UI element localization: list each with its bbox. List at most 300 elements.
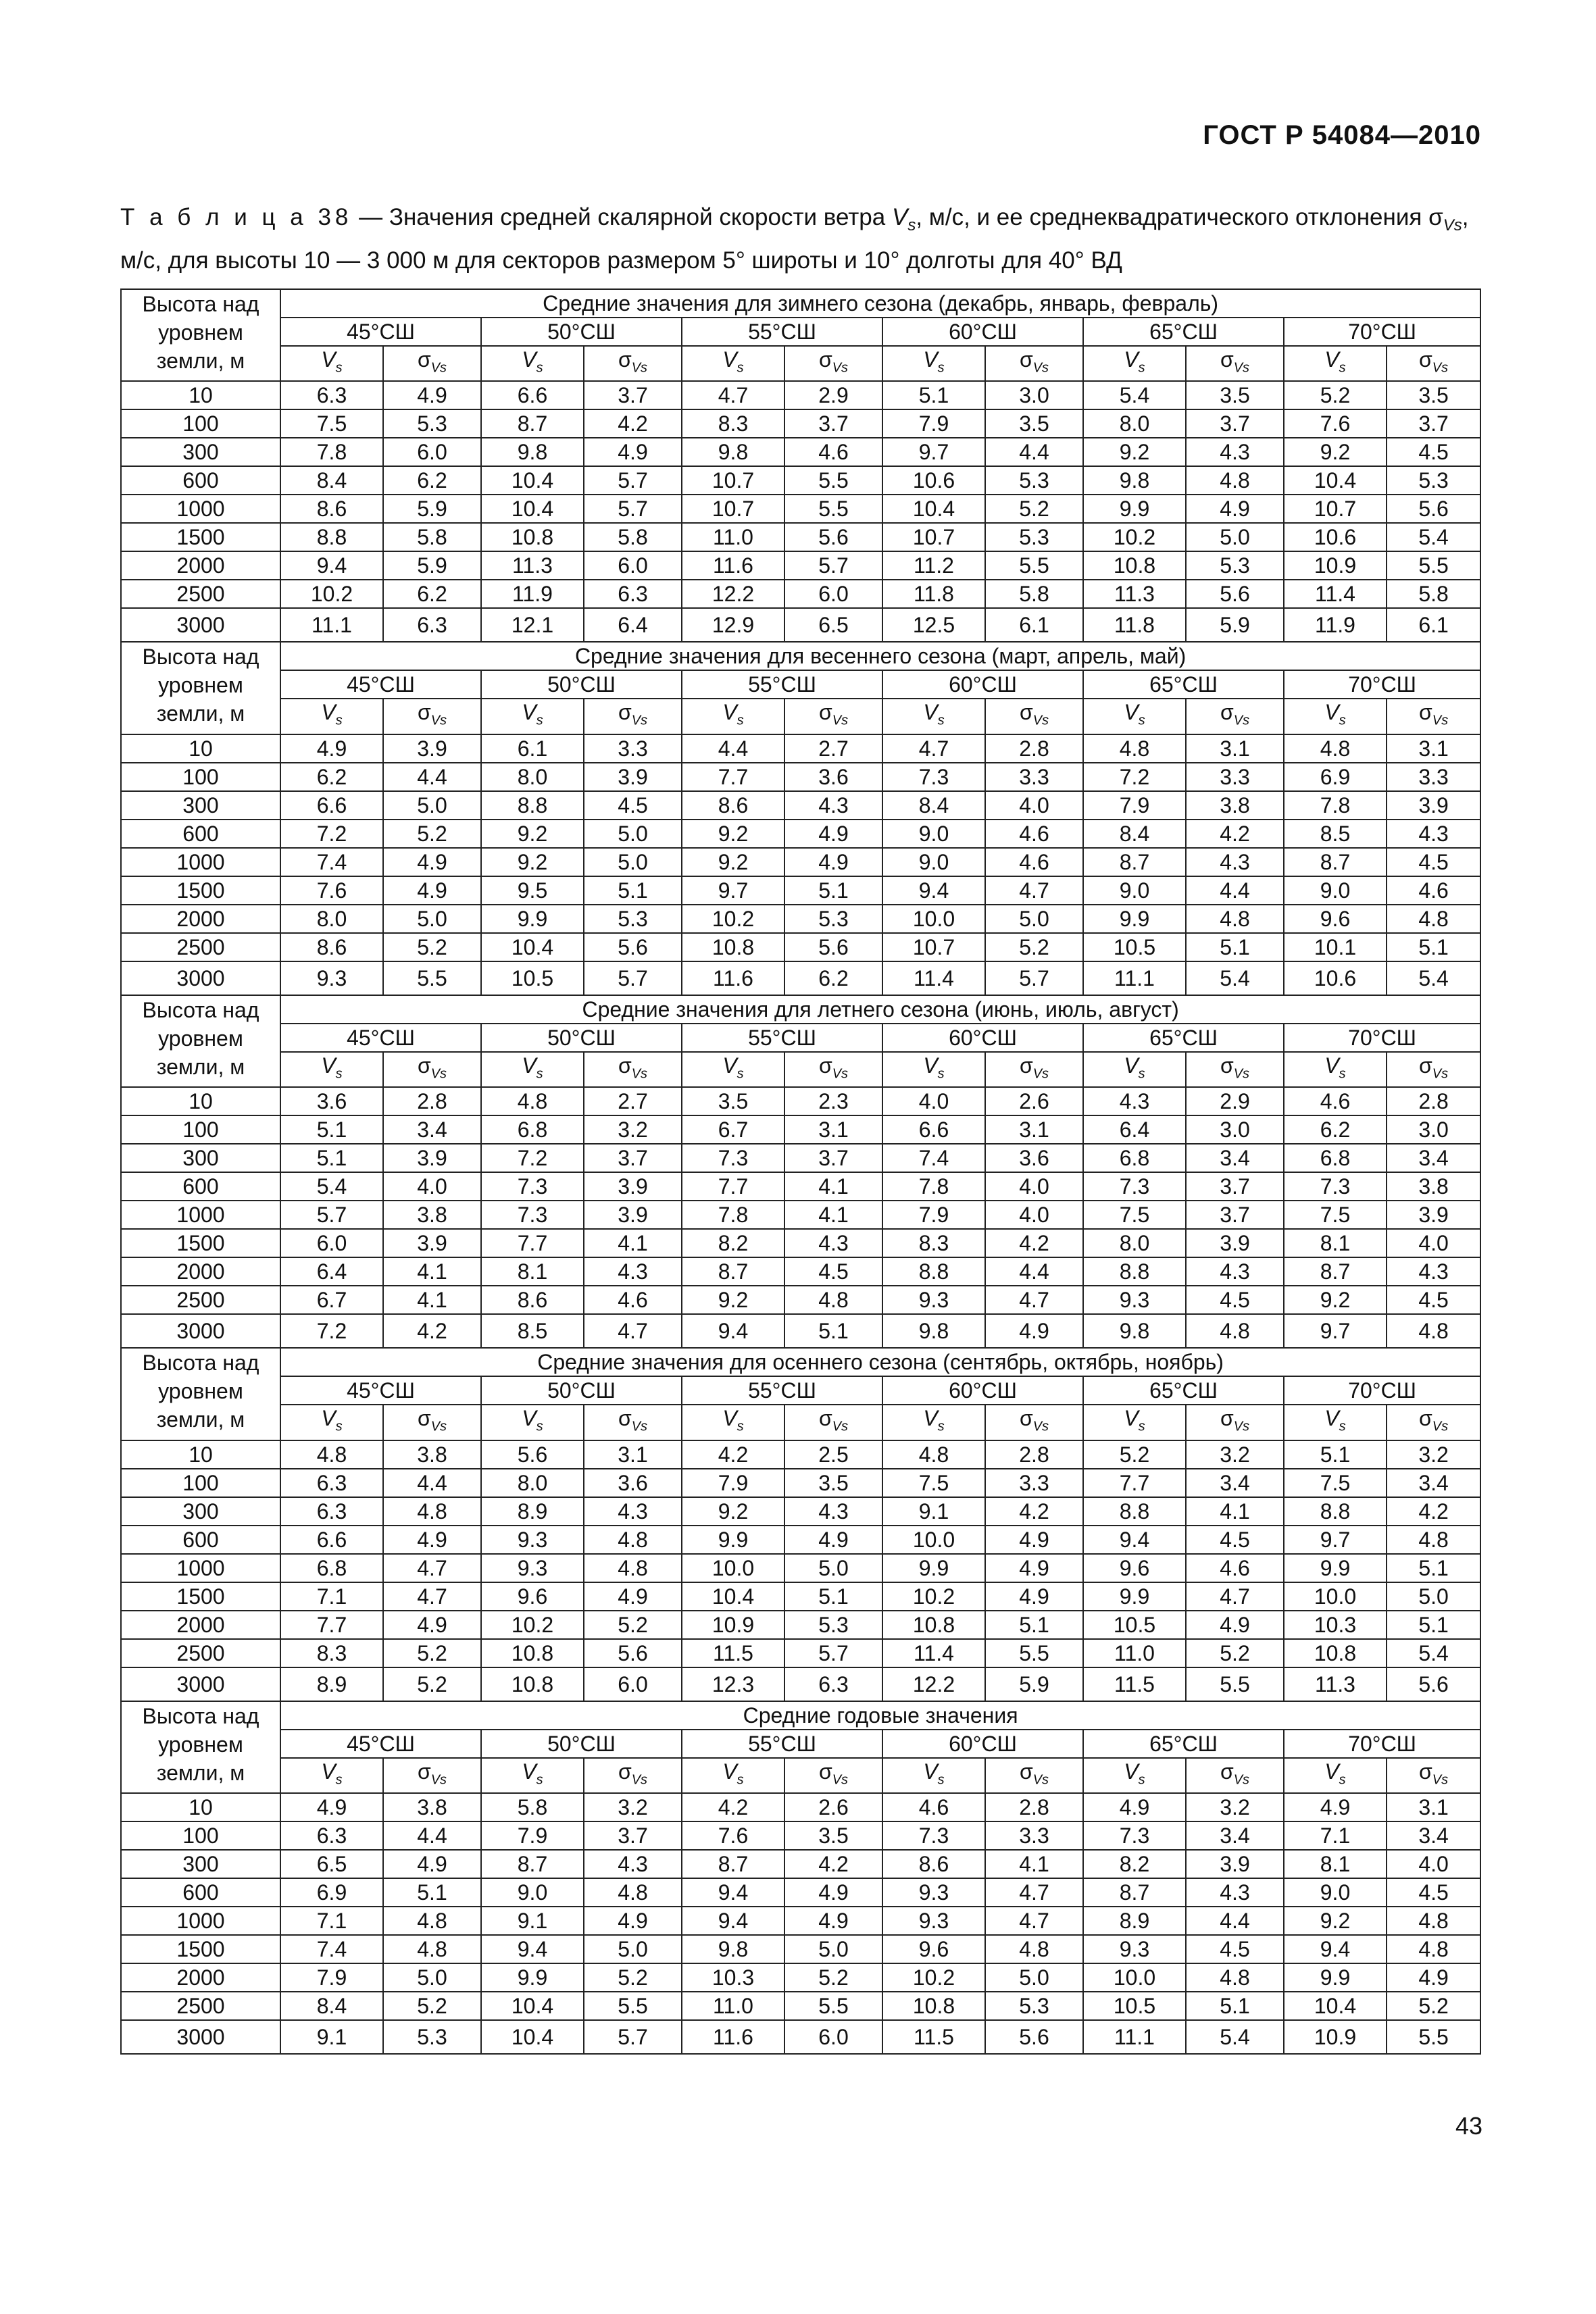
vs-value-cell: 3.5 xyxy=(682,1087,784,1115)
latitude-header: 65°СШ xyxy=(1083,1024,1284,1052)
sigma-value-cell: 5.0 xyxy=(1387,1582,1480,1611)
vs-value-cell: 6.6 xyxy=(882,1115,985,1144)
sigma-value-cell: 4.2 xyxy=(1186,820,1284,848)
height-cell: 300 xyxy=(121,1144,280,1172)
data-row xyxy=(121,409,1480,438)
data-row xyxy=(121,1497,1480,1526)
vs-value-cell: 7.3 xyxy=(882,1821,985,1850)
data-row xyxy=(121,933,1480,961)
height-cell: 300 xyxy=(121,438,280,466)
sigma-value-cell: 4.4 xyxy=(383,1821,481,1850)
sigma-value-cell: 4.9 xyxy=(784,848,882,876)
sigma-value-cell: 5.7 xyxy=(584,495,682,523)
sigma-value-cell: 6.0 xyxy=(784,580,882,608)
sigma-value-cell: 5.5 xyxy=(1387,2020,1480,2054)
sigma-value-cell: 5.1 xyxy=(1387,933,1480,961)
vs-value-cell: 9.8 xyxy=(682,1935,784,1963)
height-cell: 2500 xyxy=(121,1286,280,1314)
sigma-value-cell: 3.9 xyxy=(584,763,682,791)
vs-value-cell: 10.8 xyxy=(481,1667,584,1701)
sigma-value-cell: 3.5 xyxy=(985,409,1083,438)
vs-value-cell: 6.3 xyxy=(280,381,383,409)
season-title: Средние значения для зимнего сезона (декабрь, январь, февраль) xyxy=(280,289,1480,318)
sigma-value-cell: 4.3 xyxy=(1186,848,1284,876)
height-cell: 1500 xyxy=(121,876,280,905)
vs-value-cell: 4.2 xyxy=(682,1793,784,1821)
symbol-row xyxy=(121,346,1480,381)
vs-value-cell: 9.3 xyxy=(1083,1935,1186,1963)
height-cell: 1000 xyxy=(121,1201,280,1229)
vs-value-cell: 7.6 xyxy=(1284,409,1387,438)
sigma-value-cell: 3.7 xyxy=(1186,1172,1284,1201)
vs-value-cell: 10.4 xyxy=(882,495,985,523)
latitude-header: 60°СШ xyxy=(882,1376,1083,1405)
section-title-row xyxy=(121,642,1480,670)
data-row xyxy=(121,466,1480,495)
sigma-value-cell: 5.1 xyxy=(784,1582,882,1611)
vs-value-cell: 5.2 xyxy=(1083,1440,1186,1469)
vs-value-cell: 9.9 xyxy=(682,1526,784,1554)
vs-value-cell: 6.8 xyxy=(1083,1144,1186,1172)
sigma-value-cell: 3.4 xyxy=(1186,1144,1284,1172)
sigma-value-cell: 4.0 xyxy=(985,1172,1083,1201)
sigma-value-cell: 3.1 xyxy=(584,1440,682,1469)
vs-value-cell: 10.4 xyxy=(1284,466,1387,495)
caption-vs-symbol: $V_s$ xyxy=(891,204,916,234)
vs-value-cell: 9.3 xyxy=(280,961,383,995)
vs-value-cell: 7.5 xyxy=(882,1469,985,1497)
caption-text-1: — Значения средней скалярной скорости ветра xyxy=(352,204,892,230)
sigma-value-cell: 2.8 xyxy=(985,734,1083,763)
vs-value-cell: 6.6 xyxy=(280,1526,383,1554)
vs-value-cell: 10.0 xyxy=(1083,1963,1186,1992)
vs-value-cell: 9.0 xyxy=(882,820,985,848)
data-row xyxy=(121,763,1480,791)
vs-value-cell: 10.2 xyxy=(882,1582,985,1611)
vs-value-cell: 10.4 xyxy=(481,933,584,961)
data-row xyxy=(121,1992,1480,2020)
sigma-value-cell: 2.6 xyxy=(985,1087,1083,1115)
sigma-value-cell: 3.8 xyxy=(1387,1172,1480,1201)
sigma-value-cell: 5.1 xyxy=(1387,1611,1480,1639)
height-cell: 1500 xyxy=(121,1582,280,1611)
height-cell: 2000 xyxy=(121,905,280,933)
vs-value-cell: 8.9 xyxy=(1083,1907,1186,1935)
vs-symbol-header: $V_s$ xyxy=(682,1052,784,1087)
sigma-value-cell: 4.3 xyxy=(1387,1257,1480,1286)
vs-value-cell: 10.8 xyxy=(682,933,784,961)
vs-value-cell: 10.0 xyxy=(1284,1582,1387,1611)
vs-value-cell: 8.6 xyxy=(682,791,784,820)
sigma-value-cell: 5.6 xyxy=(985,2020,1083,2054)
data-row xyxy=(121,1667,1480,1701)
sigma-value-cell: 5.2 xyxy=(985,495,1083,523)
sigma-value-cell: 5.6 xyxy=(1387,495,1480,523)
sigma-value-cell: 4.7 xyxy=(1186,1582,1284,1611)
sigma-value-cell: 6.0 xyxy=(383,438,481,466)
vs-value-cell: 8.4 xyxy=(1083,820,1186,848)
sigma-value-cell: 4.2 xyxy=(784,1850,882,1878)
vs-value-cell: 8.3 xyxy=(682,409,784,438)
sigma-value-cell: 4.2 xyxy=(1387,1497,1480,1526)
vs-value-cell: 10.5 xyxy=(1083,1992,1186,2020)
vs-value-cell: 9.4 xyxy=(1284,1935,1387,1963)
vs-value-cell: 9.6 xyxy=(1083,1554,1186,1582)
latitude-header: 60°СШ xyxy=(882,670,1083,699)
vs-value-cell: 7.3 xyxy=(682,1144,784,1172)
sigma-symbol-header: $\sigma_{Vs}$ xyxy=(1186,699,1284,734)
vs-value-cell: 6.2 xyxy=(280,763,383,791)
sigma-value-cell: 3.1 xyxy=(985,1115,1083,1144)
sigma-symbol-header: $\sigma_{Vs}$ xyxy=(383,346,481,381)
vs-value-cell: 9.2 xyxy=(1284,1286,1387,1314)
vs-value-cell: 10.4 xyxy=(481,495,584,523)
vs-value-cell: 11.9 xyxy=(481,580,584,608)
sigma-value-cell: 3.1 xyxy=(1387,734,1480,763)
sigma-value-cell: 4.9 xyxy=(383,381,481,409)
vs-symbol-header: $V_s$ xyxy=(1083,699,1186,734)
sigma-value-cell: 5.3 xyxy=(985,523,1083,551)
vs-value-cell: 11.1 xyxy=(1083,2020,1186,2054)
sigma-value-cell: 6.1 xyxy=(985,608,1083,642)
sigma-value-cell: 3.5 xyxy=(784,1821,882,1850)
vs-value-cell: 4.3 xyxy=(1083,1087,1186,1115)
sigma-value-cell: 5.3 xyxy=(584,905,682,933)
sigma-value-cell: 3.2 xyxy=(584,1793,682,1821)
vs-value-cell: 8.6 xyxy=(280,933,383,961)
sigma-symbol-header: $\sigma_{Vs}$ xyxy=(1387,699,1480,734)
vs-value-cell: 8.7 xyxy=(1284,848,1387,876)
vs-value-cell: 9.8 xyxy=(1083,1314,1186,1348)
sigma-value-cell: 4.3 xyxy=(584,1850,682,1878)
latitude-header: 65°СШ xyxy=(1083,1376,1284,1405)
sigma-value-cell: 3.9 xyxy=(1387,791,1480,820)
data-row xyxy=(121,905,1480,933)
vs-value-cell: 7.3 xyxy=(1284,1172,1387,1201)
data-row xyxy=(121,1144,1480,1172)
sigma-value-cell: 5.9 xyxy=(1186,608,1284,642)
vs-symbol-header: $V_s$ xyxy=(280,1052,383,1087)
data-row xyxy=(121,1611,1480,1639)
vs-value-cell: 8.9 xyxy=(280,1667,383,1701)
vs-value-cell: 10.3 xyxy=(682,1963,784,1992)
latitude-header: 45°СШ xyxy=(280,670,481,699)
vs-value-cell: 9.3 xyxy=(882,1878,985,1907)
sigma-symbol-header: $\sigma_{Vs}$ xyxy=(1186,1052,1284,1087)
height-cell: 300 xyxy=(121,1850,280,1878)
vs-value-cell: 4.8 xyxy=(1083,734,1186,763)
sigma-symbol-header: $\sigma_{Vs}$ xyxy=(1186,1405,1284,1440)
vs-value-cell: 10.5 xyxy=(1083,1611,1186,1639)
season-title: Средние значения для весеннего сезона (март, апрель, май) xyxy=(280,642,1480,670)
data-row xyxy=(121,1201,1480,1229)
sigma-value-cell: 5.6 xyxy=(1186,580,1284,608)
sigma-value-cell: 5.3 xyxy=(1387,466,1480,495)
vs-symbol-header: $V_s$ xyxy=(280,1758,383,1793)
vs-value-cell: 6.4 xyxy=(280,1257,383,1286)
sigma-value-cell: 5.4 xyxy=(1186,961,1284,995)
symbol-row xyxy=(121,1405,1480,1440)
vs-value-cell: 7.4 xyxy=(882,1144,985,1172)
sigma-symbol-header: $\sigma_{Vs}$ xyxy=(584,699,682,734)
season-title: Средние годовые значения xyxy=(280,1701,1480,1730)
sigma-value-cell: 3.8 xyxy=(383,1793,481,1821)
height-cell: 10 xyxy=(121,381,280,409)
vs-value-cell: 11.6 xyxy=(682,961,784,995)
vs-value-cell: 9.0 xyxy=(1083,876,1186,905)
data-row xyxy=(121,1582,1480,1611)
vs-value-cell: 9.8 xyxy=(682,438,784,466)
sigma-value-cell: 4.5 xyxy=(784,1257,882,1286)
latitude-header: 55°СШ xyxy=(682,670,882,699)
vs-value-cell: 10.7 xyxy=(882,523,985,551)
sigma-value-cell: 3.5 xyxy=(1186,381,1284,409)
sigma-value-cell: 2.8 xyxy=(383,1087,481,1115)
vs-symbol-header: $V_s$ xyxy=(280,1405,383,1440)
sigma-value-cell: 3.0 xyxy=(985,381,1083,409)
sigma-value-cell: 5.3 xyxy=(985,466,1083,495)
sigma-value-cell: 2.8 xyxy=(985,1793,1083,1821)
sigma-value-cell: 3.3 xyxy=(1387,763,1480,791)
sigma-value-cell: 6.2 xyxy=(784,961,882,995)
vs-value-cell: 10.0 xyxy=(882,1526,985,1554)
vs-value-cell: 9.3 xyxy=(1083,1286,1186,1314)
sigma-symbol-header: $\sigma_{Vs}$ xyxy=(584,1052,682,1087)
sigma-symbol-header: $\sigma_{Vs}$ xyxy=(1387,1758,1480,1793)
sigma-value-cell: 4.2 xyxy=(584,409,682,438)
vs-value-cell: 11.3 xyxy=(1083,580,1186,608)
sigma-value-cell: 5.0 xyxy=(584,848,682,876)
sigma-value-cell: 3.5 xyxy=(1387,381,1480,409)
symbol-row xyxy=(121,1052,1480,1087)
sigma-value-cell: 4.1 xyxy=(784,1201,882,1229)
sigma-value-cell: 3.3 xyxy=(1186,763,1284,791)
sigma-value-cell: 5.3 xyxy=(985,1992,1083,2020)
vs-value-cell: 7.9 xyxy=(280,1963,383,1992)
sigma-value-cell: 3.3 xyxy=(985,1821,1083,1850)
sigma-value-cell: 4.9 xyxy=(383,1850,481,1878)
sigma-value-cell: 2.9 xyxy=(1186,1087,1284,1115)
vs-value-cell: 8.4 xyxy=(280,1992,383,2020)
height-cell: 1000 xyxy=(121,495,280,523)
latitude-row xyxy=(121,1730,1480,1758)
vs-symbol-header: $V_s$ xyxy=(481,1758,584,1793)
sigma-value-cell: 5.3 xyxy=(383,2020,481,2054)
vs-value-cell: 7.9 xyxy=(882,1201,985,1229)
sigma-value-cell: 3.2 xyxy=(584,1115,682,1144)
vs-value-cell: 9.0 xyxy=(882,848,985,876)
vs-value-cell: 8.6 xyxy=(882,1850,985,1878)
sigma-value-cell: 6.0 xyxy=(584,1667,682,1701)
sigma-value-cell: 4.5 xyxy=(1387,1878,1480,1907)
vs-value-cell: 8.7 xyxy=(682,1257,784,1286)
vs-value-cell: 7.8 xyxy=(1284,791,1387,820)
vs-value-cell: 8.2 xyxy=(1083,1850,1186,1878)
vs-value-cell: 8.5 xyxy=(481,1314,584,1348)
sigma-value-cell: 5.4 xyxy=(1186,2020,1284,2054)
sigma-value-cell: 5.2 xyxy=(584,1963,682,1992)
sigma-value-cell: 5.9 xyxy=(383,495,481,523)
vs-value-cell: 10.4 xyxy=(1284,1992,1387,2020)
sigma-value-cell: 4.8 xyxy=(383,1935,481,1963)
vs-value-cell: 8.8 xyxy=(481,791,584,820)
sigma-symbol-header: $\sigma_{Vs}$ xyxy=(784,1052,882,1087)
vs-value-cell: 9.4 xyxy=(882,876,985,905)
vs-value-cell: 9.7 xyxy=(882,438,985,466)
sigma-value-cell: 5.8 xyxy=(1387,580,1480,608)
vs-value-cell: 7.7 xyxy=(682,763,784,791)
vs-value-cell: 7.1 xyxy=(280,1582,383,1611)
height-cell: 1000 xyxy=(121,1554,280,1582)
section-title-row xyxy=(121,1701,1480,1730)
sigma-value-cell: 4.1 xyxy=(383,1257,481,1286)
vs-value-cell: 11.1 xyxy=(280,608,383,642)
vs-value-cell: 11.4 xyxy=(882,961,985,995)
sigma-value-cell: 2.9 xyxy=(784,381,882,409)
sigma-value-cell: 5.5 xyxy=(985,551,1083,580)
vs-value-cell: 9.7 xyxy=(682,876,784,905)
sigma-value-cell: 4.9 xyxy=(383,876,481,905)
sigma-value-cell: 5.2 xyxy=(1387,1992,1480,2020)
vs-value-cell: 10.2 xyxy=(481,1611,584,1639)
vs-value-cell: 7.5 xyxy=(1284,1201,1387,1229)
latitude-header: 60°СШ xyxy=(882,1024,1083,1052)
sigma-value-cell: 5.8 xyxy=(584,523,682,551)
vs-value-cell: 7.2 xyxy=(280,820,383,848)
sigma-value-cell: 3.2 xyxy=(1186,1793,1284,1821)
vs-symbol-header: $V_s$ xyxy=(481,346,584,381)
document-standard-code: ГОСТ Р 54084—2010 xyxy=(1203,120,1481,150)
vs-value-cell: 5.6 xyxy=(481,1440,584,1469)
vs-value-cell: 6.9 xyxy=(1284,763,1387,791)
sigma-value-cell: 3.8 xyxy=(383,1440,481,1469)
vs-value-cell: 8.8 xyxy=(280,523,383,551)
sigma-value-cell: 6.3 xyxy=(784,1667,882,1701)
sigma-value-cell: 4.4 xyxy=(383,1469,481,1497)
vs-value-cell: 8.4 xyxy=(882,791,985,820)
vs-value-cell: 7.7 xyxy=(280,1611,383,1639)
vs-value-cell: 4.0 xyxy=(882,1087,985,1115)
sigma-value-cell: 5.1 xyxy=(985,1611,1083,1639)
sigma-value-cell: 5.0 xyxy=(584,820,682,848)
sigma-value-cell: 4.8 xyxy=(1186,905,1284,933)
sigma-value-cell: 5.4 xyxy=(1387,961,1480,995)
vs-value-cell: 9.9 xyxy=(1284,1554,1387,1582)
vs-value-cell: 11.5 xyxy=(682,1639,784,1667)
latitude-header: 50°СШ xyxy=(481,670,682,699)
vs-value-cell: 8.7 xyxy=(682,1850,784,1878)
vs-value-cell: 9.2 xyxy=(682,1497,784,1526)
vs-value-cell: 9.6 xyxy=(882,1935,985,1963)
vs-value-cell: 9.3 xyxy=(481,1554,584,1582)
vs-value-cell: 8.0 xyxy=(481,1469,584,1497)
vs-value-cell: 9.2 xyxy=(1284,438,1387,466)
vs-value-cell: 9.0 xyxy=(481,1878,584,1907)
sigma-value-cell: 5.2 xyxy=(383,933,481,961)
sigma-value-cell: 4.6 xyxy=(584,1286,682,1314)
latitude-header: 50°СШ xyxy=(481,1024,682,1052)
sigma-value-cell: 3.7 xyxy=(584,1821,682,1850)
vs-symbol-header: $V_s$ xyxy=(1284,346,1387,381)
latitude-header: 70°СШ xyxy=(1284,318,1480,346)
height-cell: 2000 xyxy=(121,1963,280,1992)
vs-value-cell: 11.6 xyxy=(682,551,784,580)
height-cell: 2000 xyxy=(121,551,280,580)
sigma-symbol-header: $\sigma_{Vs}$ xyxy=(584,346,682,381)
vs-value-cell: 9.1 xyxy=(882,1497,985,1526)
vs-value-cell: 9.2 xyxy=(1284,1907,1387,1935)
vs-value-cell: 10.5 xyxy=(1083,933,1186,961)
sigma-symbol-header: $\sigma_{Vs}$ xyxy=(784,699,882,734)
sigma-symbol-header: $\sigma_{Vs}$ xyxy=(383,699,481,734)
symbol-row xyxy=(121,699,1480,734)
vs-value-cell: 10.7 xyxy=(1284,495,1387,523)
sigma-value-cell: 4.6 xyxy=(985,848,1083,876)
sigma-value-cell: 3.2 xyxy=(1387,1440,1480,1469)
vs-value-cell: 6.6 xyxy=(481,381,584,409)
vs-value-cell: 10.6 xyxy=(1284,961,1387,995)
height-header-cell: Высота над уровнем земли, м xyxy=(121,289,280,381)
vs-value-cell: 7.2 xyxy=(280,1314,383,1348)
sigma-value-cell: 5.0 xyxy=(383,905,481,933)
sigma-value-cell: 5.2 xyxy=(383,1992,481,2020)
sigma-value-cell: 4.9 xyxy=(383,1611,481,1639)
sigma-value-cell: 4.8 xyxy=(1186,1963,1284,1992)
data-row xyxy=(121,1554,1480,1582)
vs-value-cell: 10.8 xyxy=(882,1611,985,1639)
vs-value-cell: 8.0 xyxy=(481,763,584,791)
season-title: Средние значения для летнего сезона (июнь, июль, август) xyxy=(280,995,1480,1024)
height-cell: 1500 xyxy=(121,1935,280,1963)
sigma-value-cell: 4.9 xyxy=(985,1582,1083,1611)
vs-value-cell: 9.2 xyxy=(1083,438,1186,466)
vs-value-cell: 6.3 xyxy=(280,1497,383,1526)
sigma-value-cell: 4.6 xyxy=(1186,1554,1284,1582)
vs-value-cell: 4.8 xyxy=(1284,734,1387,763)
vs-value-cell: 7.3 xyxy=(1083,1172,1186,1201)
sigma-value-cell: 5.1 xyxy=(584,876,682,905)
vs-value-cell: 4.6 xyxy=(882,1793,985,1821)
vs-value-cell: 4.8 xyxy=(481,1087,584,1115)
vs-value-cell: 9.7 xyxy=(1284,1314,1387,1348)
sigma-value-cell: 5.0 xyxy=(1186,523,1284,551)
vs-value-cell: 11.5 xyxy=(882,2020,985,2054)
sigma-value-cell: 4.5 xyxy=(1186,1526,1284,1554)
sigma-value-cell: 4.3 xyxy=(1186,1257,1284,1286)
vs-value-cell: 10.2 xyxy=(280,580,383,608)
vs-value-cell: 5.1 xyxy=(280,1144,383,1172)
height-header-cell: Высота над уровнем земли, м xyxy=(121,1348,280,1440)
vs-symbol-header: $V_s$ xyxy=(481,1052,584,1087)
sigma-value-cell: 4.8 xyxy=(1387,1907,1480,1935)
sigma-value-cell: 4.1 xyxy=(383,1286,481,1314)
height-cell: 600 xyxy=(121,820,280,848)
vs-symbol-header: $V_s$ xyxy=(1083,1758,1186,1793)
vs-value-cell: 7.5 xyxy=(1083,1201,1186,1229)
sigma-value-cell: 5.0 xyxy=(383,1963,481,1992)
sigma-value-cell: 3.8 xyxy=(1186,791,1284,820)
sigma-value-cell: 5.3 xyxy=(784,905,882,933)
sigma-value-cell: 4.0 xyxy=(985,791,1083,820)
vs-value-cell: 9.8 xyxy=(481,438,584,466)
vs-value-cell: 4.6 xyxy=(1284,1087,1387,1115)
sigma-value-cell: 5.3 xyxy=(784,1611,882,1639)
data-row xyxy=(121,495,1480,523)
data-row xyxy=(121,734,1480,763)
sigma-value-cell: 4.7 xyxy=(584,1314,682,1348)
sigma-value-cell: 3.9 xyxy=(1186,1229,1284,1257)
sigma-value-cell: 5.1 xyxy=(1387,1554,1480,1582)
